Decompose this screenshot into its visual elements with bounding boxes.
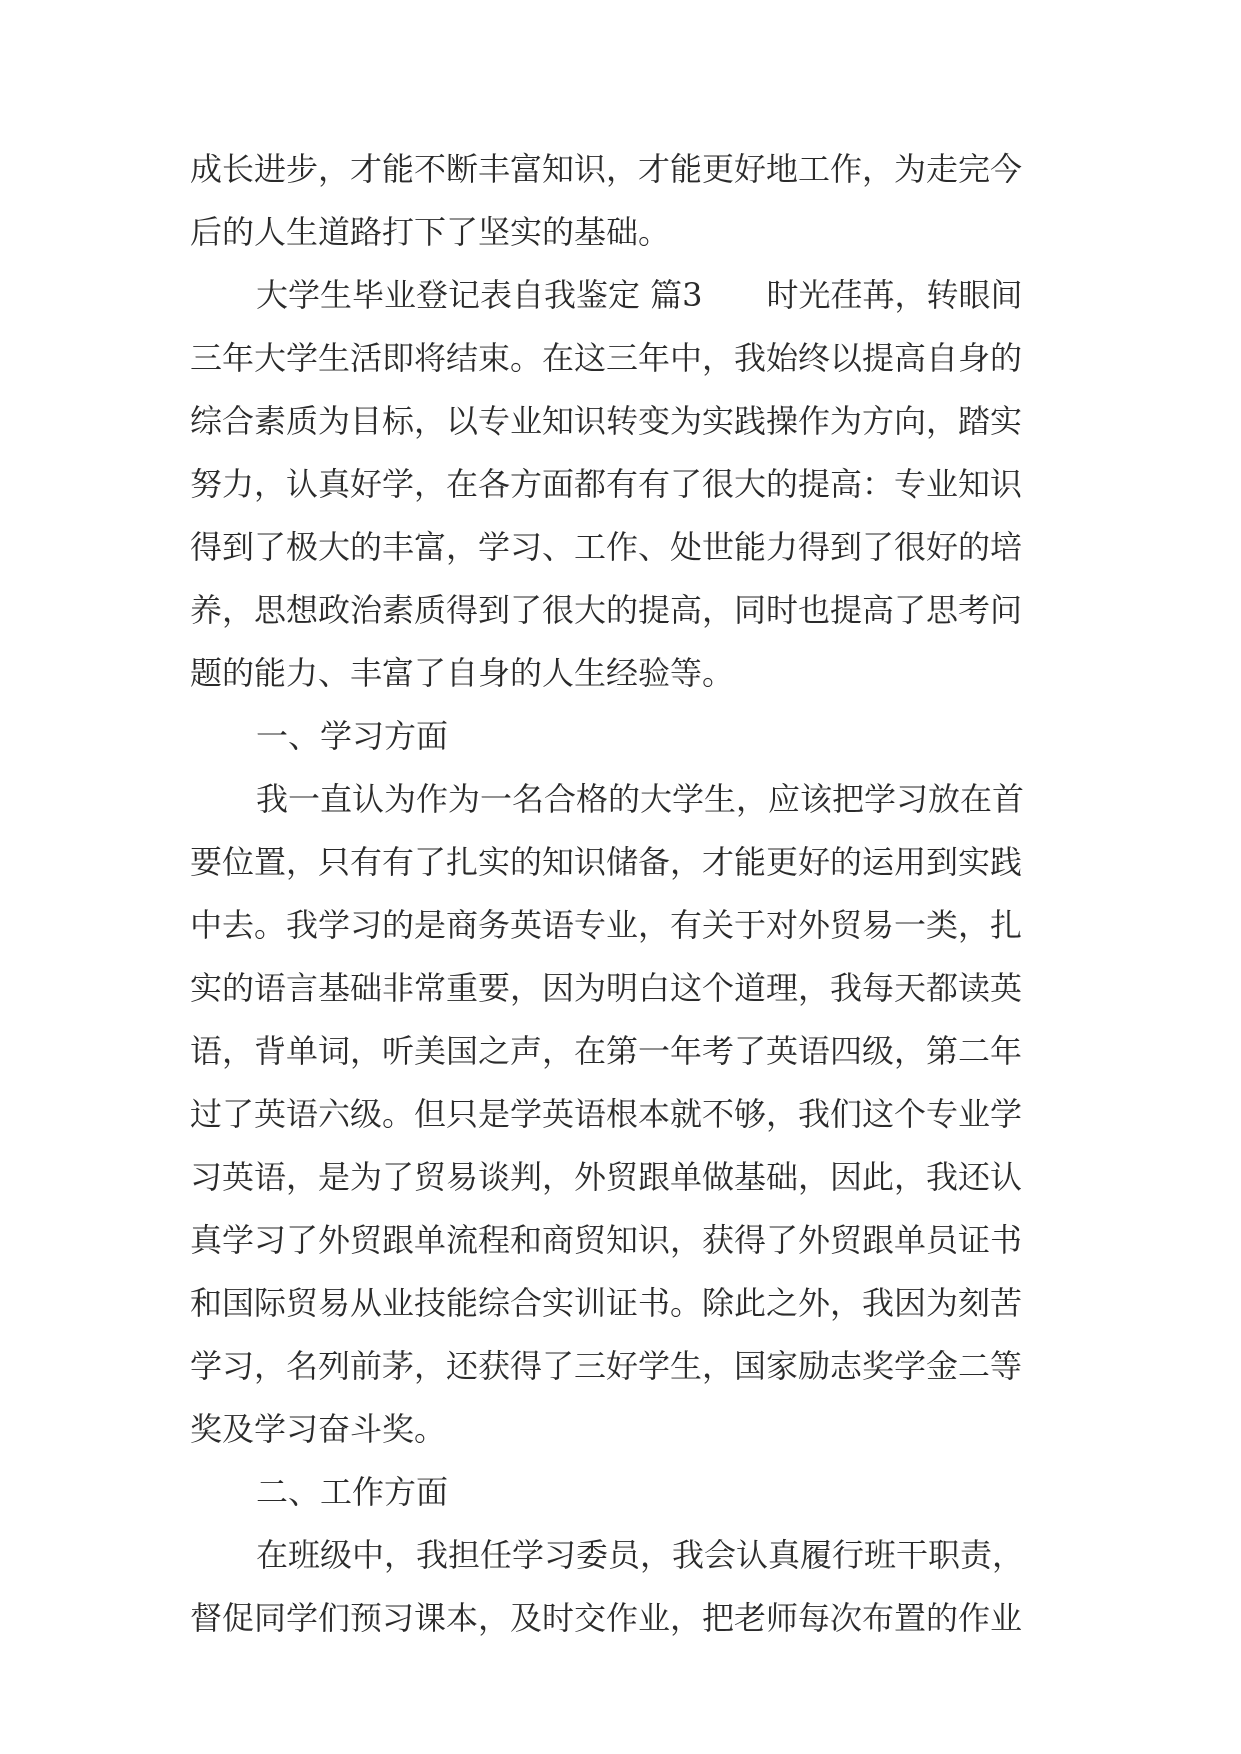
text-line: 后的人生道路打下了坚实的基础。 — [190, 213, 671, 251]
subheading-work: 二、工作方面 — [256, 1473, 449, 1511]
text-line: 过了英语六级。但只是学英语根本就不够，我们这个专业学 — [190, 1095, 1023, 1133]
text-line: 时光荏苒，转眼间 — [766, 276, 1023, 314]
text-line: 要位置，只有有了扎实的知识储备，才能更好的运用到实践 — [190, 843, 1023, 881]
text-line: 语，背单词，听美国之声，在第一年考了英语四级，第二年 — [190, 1032, 1023, 1070]
text-line: 习英语，是为了贸易谈判，外贸跟单做基础，因此，我还认 — [190, 1158, 1023, 1196]
text-line: 和国际贸易从业技能综合实训证书。除此之外，我因为刻苦 — [190, 1284, 1023, 1322]
section-title: 大学生毕业登记表自我鉴定 篇3 — [256, 276, 703, 314]
text-line: 实的语言基础非常重要，因为明白这个道理，我每天都读英 — [190, 969, 1023, 1007]
text-line: 我一直认为作为一名合格的大学生，应该把学习放在首 — [256, 780, 1025, 818]
text-line: 真学习了外贸跟单流程和商贸知识，获得了外贸跟单员证书 — [190, 1221, 1023, 1259]
text-line: 学习，名列前茅，还获得了三好学生，国家励志奖学金二等 — [190, 1347, 1023, 1385]
text-line: 得到了极大的丰富，学习、工作、处世能力得到了很好的培 — [190, 528, 1023, 566]
text-line: 在班级中，我担任学习委员，我会认真履行班干职责， — [256, 1536, 1025, 1574]
text-line: 题的能力、丰富了自身的人生经验等。 — [190, 654, 735, 692]
text-line: 奖及学习奋斗奖。 — [190, 1410, 447, 1448]
subheading-study: 一、学习方面 — [256, 717, 449, 755]
text-line: 督促同学们预习课本，及时交作业，把老师每次布置的作业 — [190, 1599, 1023, 1637]
text-line: 养，思想政治素质得到了很大的提高，同时也提高了思考问 — [190, 591, 1023, 629]
section-heading-line — [256, 273, 1023, 317]
text-line: 综合素质为目标，以专业知识转变为实践操作为方向，踏实 — [190, 402, 1023, 440]
text-line: 三年大学生活即将结束。在这三年中，我始终以提高自身的 — [190, 339, 1023, 377]
text-line: 成长进步，才能不断丰富知识，才能更好地工作，为走完今 — [190, 150, 1023, 188]
text-line: 中去。我学习的是商务英语专业，有关于对外贸易一类，扎 — [190, 906, 1023, 944]
text-line: 努力，认真好学，在各方面都有有了很大的提高：专业知识 — [190, 465, 1023, 503]
